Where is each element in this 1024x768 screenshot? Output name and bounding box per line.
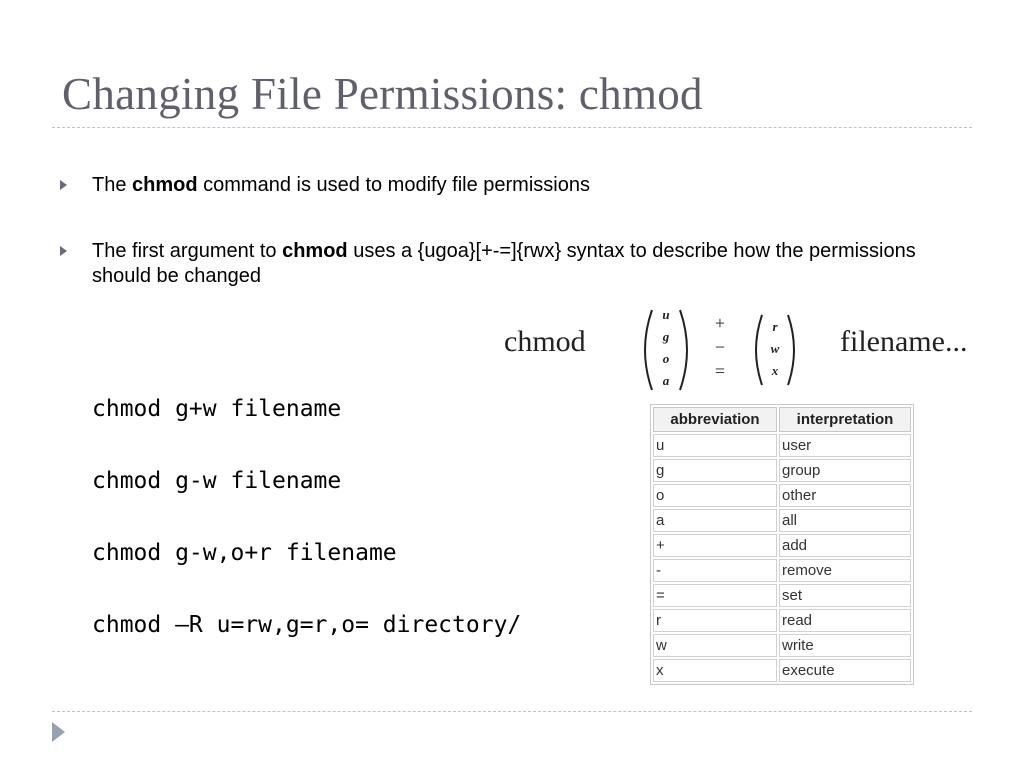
table-row (653, 609, 911, 632)
table-row (653, 634, 911, 657)
bullet-arrow-icon (60, 180, 67, 190)
interp-cell: execute (779, 659, 911, 682)
header-abbreviation: abbreviation (653, 407, 777, 432)
footer-divider (52, 711, 972, 712)
abbrev-cell: u (653, 434, 777, 457)
interp-cell: set (779, 584, 911, 607)
syntax-target: filename... (840, 325, 968, 358)
syntax-who-a: a (662, 373, 670, 388)
bullet-2 (60, 239, 960, 289)
interp-cell: remove (779, 559, 911, 582)
example-command-4: chmod –R u=rw,g=r,o= directory/ (92, 612, 522, 638)
interp-cell: write (779, 634, 911, 657)
bullet-arrow-icon (60, 246, 67, 256)
table-row (653, 484, 911, 507)
interp-cell: all (779, 509, 911, 532)
abbrev-cell: w (653, 634, 777, 657)
syntax-command: chmod (504, 325, 586, 358)
interp-cell: other (779, 484, 911, 507)
syntax-who-g: g (662, 329, 670, 344)
abbrev-cell: g (653, 459, 777, 482)
syntax-perm-r: r (772, 319, 778, 334)
slide-nav-arrow-icon (52, 722, 65, 742)
interp-cell: user (779, 434, 911, 457)
syntax-op-remove: − (714, 337, 726, 357)
abbrev-cell: o (653, 484, 777, 507)
table-row (653, 459, 911, 482)
example-command-1: chmod g+w filename (92, 396, 342, 422)
table-row (653, 509, 911, 532)
bullet-1-text: The chmod command is used to modify file permissions (92, 174, 590, 196)
abbrev-cell: x (653, 659, 777, 682)
example-command-3: chmod g-w,o+r filename (92, 540, 397, 566)
syntax-who-o: o (662, 351, 670, 366)
bullet-2-text: The first argument to chmod uses a {ugoa}[+-=]{rwx} syntax to describe how the permissions should be changed (92, 240, 916, 287)
interp-cell: group (779, 459, 911, 482)
syntax-who-u: u (662, 307, 670, 322)
table-row (653, 559, 911, 582)
table-header-row (653, 407, 911, 432)
table-row (653, 659, 911, 682)
syntax-perm-x: x (771, 363, 779, 378)
title-divider (52, 127, 972, 128)
table-row (653, 534, 911, 557)
permission-table (650, 404, 914, 685)
syntax-op-set: = (714, 361, 726, 381)
chmod-syntax-figure (500, 305, 1000, 395)
table-row (653, 584, 911, 607)
syntax-op-add: + (714, 313, 726, 333)
abbrev-cell: a (653, 509, 777, 532)
abbrev-cell: + (653, 534, 777, 557)
abbrev-cell: r (653, 609, 777, 632)
slide-title: Changing File Permissions: chmod (62, 69, 703, 119)
syntax-perm-w: w (770, 341, 780, 356)
interp-cell: add (779, 534, 911, 557)
abbrev-cell: - (653, 559, 777, 582)
header-interpretation: interpretation (779, 407, 911, 432)
abbrev-cell: = (653, 584, 777, 607)
example-command-2: chmod g-w filename (92, 468, 342, 494)
table-row (653, 434, 911, 457)
interp-cell: read (779, 609, 911, 632)
bullet-1 (60, 173, 960, 198)
